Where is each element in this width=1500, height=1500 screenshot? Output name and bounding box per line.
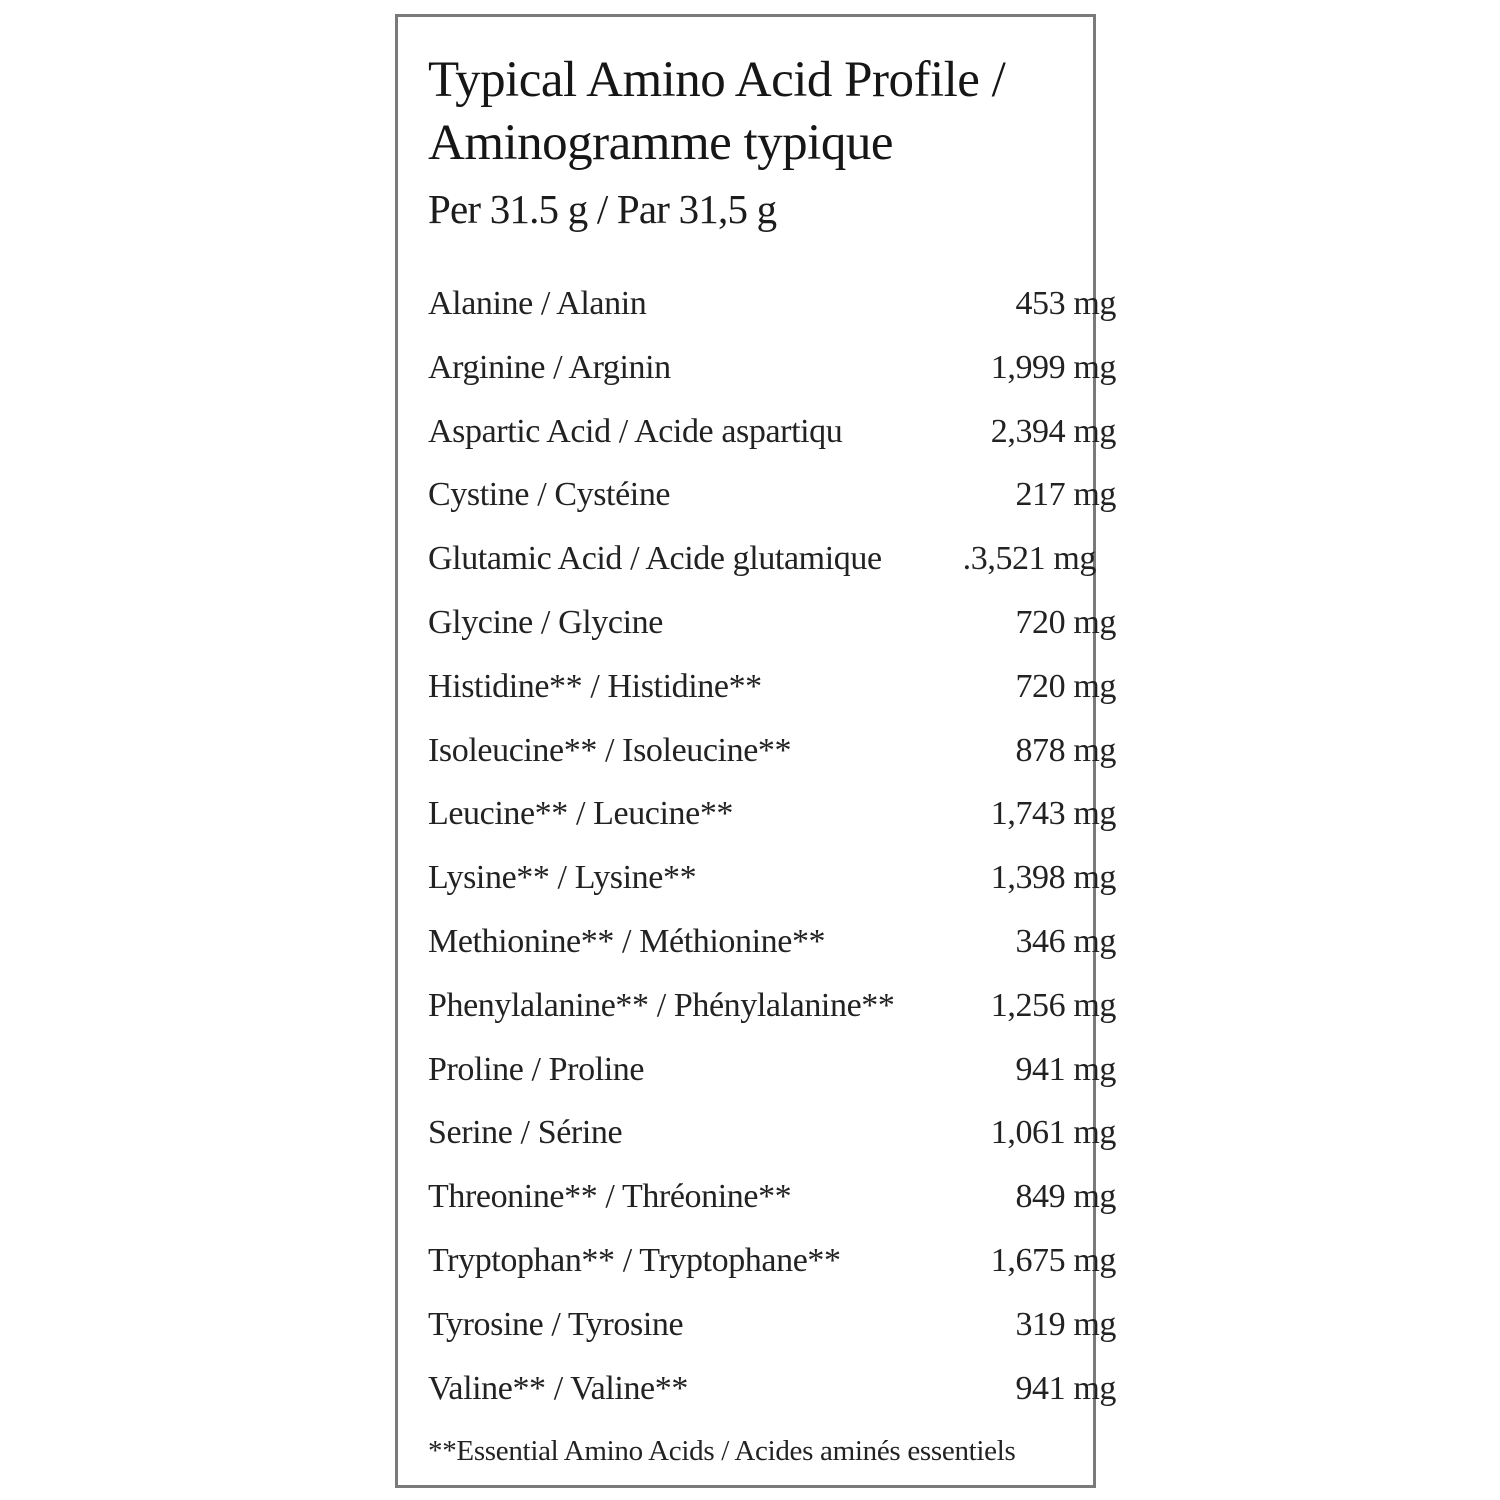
title-line-english: Typical Amino Acid Profile / — [428, 52, 1006, 108]
amino-acid-name: Alanine / Alanin — [428, 285, 647, 322]
amino-acid-name: Serine / Sérine — [428, 1114, 623, 1152]
amino-acid-name: Methionine** / Méthionine** — [428, 922, 826, 960]
amino-acid-value: 941 mg — [1015, 1050, 1116, 1088]
amino-acid-name: Valine** / Valine** — [428, 1369, 688, 1407]
amino-acid-value: 1,398 mg — [990, 859, 1116, 897]
amino-acid-value: 217 mg — [1015, 476, 1116, 514]
title-line-french: Aminogramme typique — [428, 115, 893, 171]
amino-acid-name: Glutamic Acid / Acide glutamique — [428, 540, 882, 578]
essential-amino-acids-footnote: **Essential Amino Acids / Acides aminés essentiels — [428, 1435, 1016, 1467]
amino-acid-value: 720 mg — [1015, 603, 1116, 641]
amino-acid-value: 319 mg — [1015, 1305, 1116, 1343]
amino-acid-name: Tryptophan** / Tryptophane** — [428, 1241, 841, 1279]
amino-acid-value: 346 mg — [1015, 922, 1116, 960]
amino-acid-row — [428, 981, 1116, 1045]
amino-acid-row — [428, 1172, 1116, 1236]
amino-acid-value: .3,521 mg — [962, 540, 1096, 578]
amino-acid-row — [428, 598, 1116, 662]
amino-acid-name: Glycine / Glycine — [428, 603, 663, 641]
amino-acid-name: Histidine** / Histidine** — [428, 667, 762, 705]
amino-acid-name: Cystine / Cystéine — [428, 476, 671, 514]
amino-acid-row — [428, 1300, 1116, 1364]
amino-acid-value: 1,743 mg — [990, 795, 1116, 833]
amino-acid-row — [428, 1236, 1116, 1300]
amino-acid-name: Proline / Proline — [428, 1050, 645, 1088]
amino-acid-row — [428, 1045, 1116, 1109]
amino-acid-name: Tyrosine / Tyrosine — [428, 1305, 684, 1343]
amino-acid-row — [428, 917, 1116, 981]
panel-title — [428, 49, 1078, 175]
amino-acid-value: 2,394 mg — [990, 412, 1116, 450]
amino-acid-row — [428, 789, 1116, 853]
amino-acid-name: Arginine / Arginin — [428, 348, 671, 386]
amino-acid-name: Lysine** / Lysine** — [428, 859, 697, 897]
amino-acid-row — [428, 662, 1116, 726]
amino-acid-value: 1,675 mg — [990, 1241, 1116, 1279]
amino-acid-row — [428, 1364, 1116, 1428]
amino-acid-row — [428, 853, 1116, 917]
serving-size: Per 31.5 g / Par 31,5 g — [428, 186, 777, 232]
amino-acid-name: Aspartic Acid / Acide aspartiqu — [428, 412, 843, 450]
amino-acid-row — [428, 279, 1116, 343]
amino-acid-name: Phenylalanine** / Phénylalanine** — [428, 986, 895, 1024]
amino-acid-row — [428, 343, 1116, 407]
amino-acid-value: 849 mg — [1015, 1178, 1116, 1216]
amino-acid-row — [428, 534, 1108, 598]
amino-acid-row — [428, 407, 1116, 471]
amino-acid-value: 1,061 mg — [990, 1114, 1116, 1152]
amino-acid-name: Isoleucine** / Isoleucine** — [428, 731, 792, 769]
amino-acid-value: 1,999 mg — [990, 348, 1116, 386]
amino-acid-row — [428, 470, 1116, 534]
amino-acid-value: 720 mg — [1015, 667, 1116, 705]
amino-acid-value: 941 mg — [1015, 1369, 1116, 1407]
amino-acid-value: 878 mg — [1015, 731, 1116, 769]
amino-acid-value: 453 mg — [1015, 285, 1116, 322]
amino-acid-value: 1,256 mg — [990, 986, 1116, 1024]
amino-acid-profile-panel — [395, 14, 1116, 1488]
amino-acid-row — [428, 726, 1116, 790]
amino-acid-list — [428, 279, 1116, 1427]
amino-acid-name: Threonine** / Thréonine** — [428, 1178, 792, 1216]
amino-acid-row — [428, 1108, 1116, 1172]
amino-acid-name: Leucine** / Leucine** — [428, 795, 734, 833]
